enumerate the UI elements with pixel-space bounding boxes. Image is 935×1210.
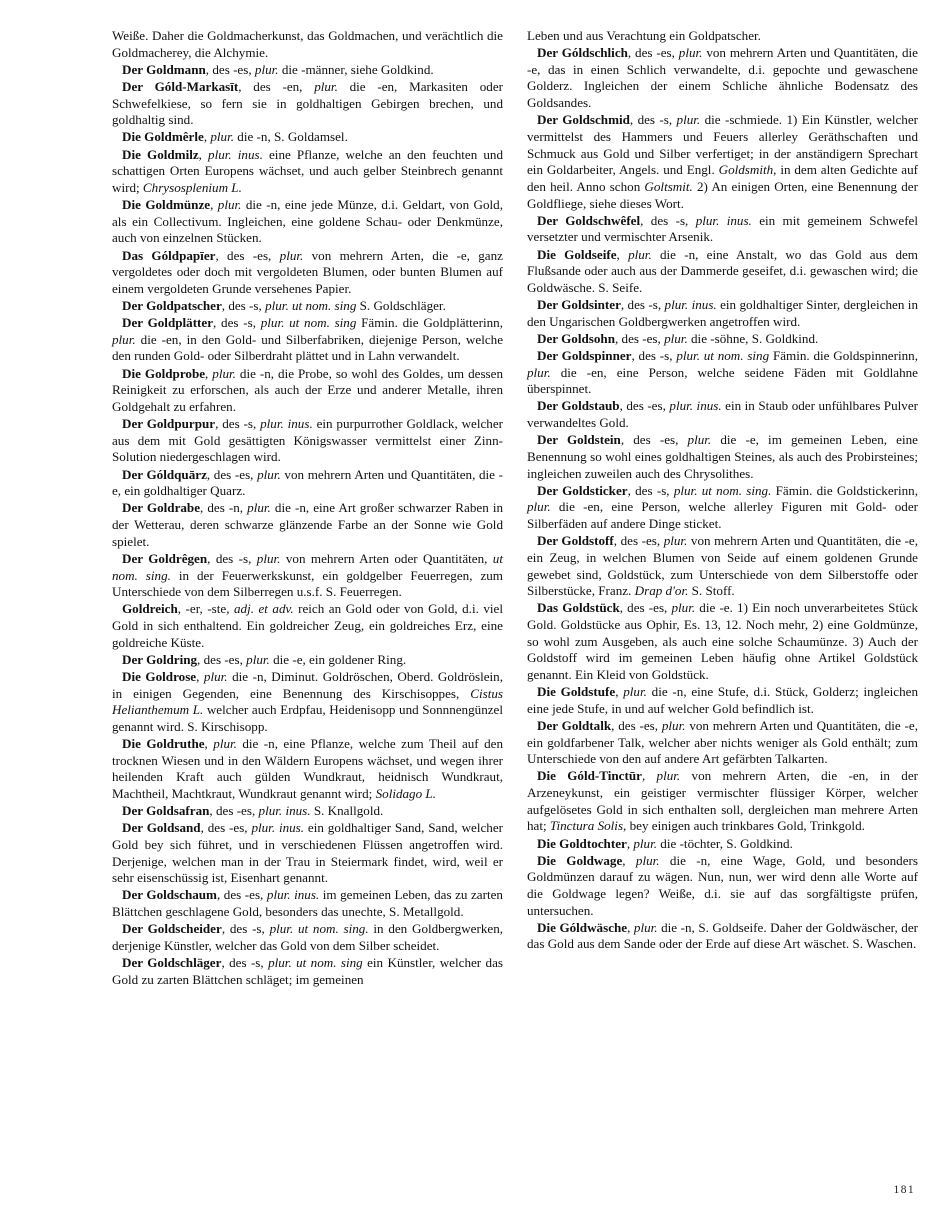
dictionary-entry: Die Goldmünze, plur. die -n, eine jede Münze, d.i. Geldart, von Gold, als ein Collectivum. Ingleichen, eine goldene Schau- oder Denkmünze, auch von einzelnen Stücken.	[112, 197, 503, 246]
dictionary-entry: Die Goldruthe, plur. die -n, eine Pflanze, welche zum Theil auf den trocknen Wiesen und in den Wäldern Europens wächset, und wegen ihrer heilenden Kraft auch gülden Wundkraut, heidnisch Wundkraut, Machtheil, Machtkraut, Wundkraut genannt wird; Solidago L.	[112, 736, 503, 802]
dictionary-entry: Der Goldplätter, des -s, plur. ut nom. sing Fämin. die Goldplätterinn, plur. die -en, in den Gold- und Silberfabriken, diejenige Person, welche den runden Gold- oder Silberdraht plättet und in Lahn verwandelt.	[112, 315, 503, 364]
dictionary-entry: Das Goldstück, des -es, plur. die -e. 1) Ein noch unverarbeitetes Stück Gold. Goldstücke aus Ophir, Es. 13, 12. Noch mehr, 2) eine Goldmünze, so wohl zum Ausgeben, als auch eine solche Schaumünze. 3) Auch der Goldstoff wird im gemeinen Leben häufig ohne Artikel Goldstück genannt. Ein Kleid von Goldstück.	[527, 600, 919, 682]
dictionary-entry: Der Goldschläger, des -s, plur. ut nom. sing ein Künstler, welcher das Gold zu zarten Blättchen schläget; im gemeinen	[112, 955, 504, 987]
dictionary-entry: Der Góld-Markasīt, des -en, plur. die -en, Markasiten oder Schwefelkiese, so fern sie in goldhaltigen Gebirgen brechen, und goldhaltig sind.	[112, 78, 503, 128]
dictionary-entry: Der Goldtalk, des -es, plur. von mehrern Arten und Quantitäten, die -e, ein goldfarbener Talk, welcher aber nichts weniger als Gold enthält; zum Unterschiede von den auf andere Art gefärbten Talkarten.	[527, 717, 918, 767]
dictionary-entry: Der Goldsand, des -es, plur. inus. ein goldhaltiger Sand, Sand, welcher Gold bey sich führet, und in verschiedenen Flüssen angetroffen wird. Derjenige, welchen man in der Trau in Steiermark findet, wird, weil er sehr eisenschüssig ist, Eisenhart genannt.	[112, 820, 503, 886]
dictionary-entry: Der Goldstein, des -es, plur. die -e, im gemeinen Leben, eine Benennung so wohl eines goldhaltigen Steines, als auch des Probirsteines; ingleichen zuweilen auch des Chrysolithes.	[527, 432, 918, 481]
dictionary-entry: Der Goldschaum, des -es, plur. inus. im gemeinen Leben, das zu zarten Blättchen geschlagene Gold, besonders das unechte, S. Metallgold.	[112, 887, 503, 920]
dictionary-entry: Der Goldsticker, des -s, plur. ut nom. sing. Fämin. die Goldstickerinn, plur. die -en, eine Person, welche allerley Figuren mit Gold- oder Silberfäden auf andere Dinge sticket.	[527, 482, 918, 532]
dictionary-entry: Die Goldstufe, plur. die -n, eine Stufe, d.i. Stück, Golderz; ingleichen eine jede Stufe, in und auf welcher Gold befindlich ist.	[527, 684, 918, 716]
left-column	[112, 28, 503, 989]
dictionary-entry: Die Góld-Tinctūr, plur. von mehrern Arten, die -en, in der Arzeneykunst, ein geistiger vermischter flüssiger Körper, welcher aufgelösetes Gold in sich enthalten soll, dergleichen man mehrere Arten hat; Tinctura Solis, bey einigen auch trinkbares Gold, Trinkgold.	[527, 768, 919, 834]
page-number: 181	[893, 1184, 915, 1196]
right-column	[527, 28, 918, 954]
dictionary-entry: Die Goldmêrle, plur. die -n, S. Goldamsel.	[122, 129, 348, 145]
dictionary-entry: Der Góldschlich, des -es, plur. von mehrern Arten und Quantitäten, die -e, das in einen Schlich verwandelte, d.i. gepochte und gewaschene Golderz. Ingleichen der einem Schliche ähnliche Bodensatz des Goldsandes.	[527, 45, 918, 111]
dictionary-entry: Die Góldwäsche, plur. die -n, S. Goldseife. Daher der Goldwäscher, der das Gold aus dem Sande oder der Erde auf diese Art wäschet. S. Waschen.	[527, 919, 918, 952]
dictionary-entry: Der Goldscheider, des -s, plur. ut nom. sing. in den Goldbergwerken, derjenige Künstler, welcher das Gold von dem Silber scheidet.	[112, 921, 504, 953]
entry-continuation: Leben und aus Verachtung ein Goldpatscher.	[527, 28, 761, 43]
dictionary-entry: Der Goldpatscher, des -s, plur. ut nom. sing S. Goldschläger.	[122, 298, 446, 313]
dictionary-entry: Das Góldpapīer, des -es, plur. von mehrern Arten, die -e, ganz vergoldetes oder doch mit vergoldeten Blumen, oder bunten Blumen auf einem vergoldeten Grunde versehenes Papier.	[112, 247, 503, 296]
dictionary-entry: Der Goldschmid, des -s, plur. die -schmiede. 1) Ein Künstler, welcher vermittelst des Hammers und Feuers allerley Geräthschaften und Schmuck aus Gold und Silber verfertiget; in der anständigern Sprechart ein Goldarbeiter, Angels. und Engl. Goldsmith, in dem alten Gedichte auf den heil. Anno schon Goltsmit. 2) An einigen Orten, eine Benennung der Goldfliege, siehe dieses Wort.	[527, 112, 918, 211]
dictionary-entry: Der Goldsohn, des -es, plur. die -söhne, S. Goldkind.	[537, 330, 819, 346]
dictionary-entry: Der Goldstoff, des -es, plur. von mehrern Arten und Quantitäten, die -e, ein Zeug, in welchen Blumen von Seide auf einem goldenen Grunde gewebet sind, Goldstück, zum Unterschiede von dem Silberstoffe oder Silberstücke, Franz. Drap d'or. S. Stoff.	[527, 533, 918, 599]
two-column-body	[20, 28, 919, 1168]
dictionary-entry: Der Góldquārz, des -es, plur. von mehrern Arten und Quantitäten, die -e, ein goldhaltiger Quarz.	[112, 466, 504, 499]
dictionary-entry: Goldreich, -er, -ste, adj. et adv. reich an Gold oder von Gold, d.i. viel Gold in sich enthaltend. Ein goldreicher Zeug, ein goldreiches Erz, eine goldreiche Küste.	[112, 601, 503, 650]
dictionary-entry: Der Goldschwêfel, des -s, plur. inus. ein mit gemeinem Schwefel versetzter und vermischter Arsenik.	[527, 212, 919, 245]
dictionary-entry: Die Goldmilz, plur. inus. eine Pflanze, welche an den feuchten und schattigen Orten Europens wächset, und auch gelber Steinbrech genannt wird; Chrysosplenium L.	[112, 146, 503, 195]
dictionary-entry: Der Goldsinter, des -s, plur. inus. ein goldhaltiger Sinter, dergleichen in den Ungarischen Goldbergwerken angetroffen wird.	[527, 297, 918, 329]
dictionary-entry: Der Goldring, des -es, plur. die -e, ein goldener Ring.	[122, 651, 407, 667]
dictionary-entry: Der Goldstaub, des -es, plur. inus. ein in Staub oder unfühlbares Pulver verwandeltes Gold.	[527, 398, 918, 431]
dictionary-entry: Die Goldprobe, plur. die -n, die Probe, so wohl des Goldes, um dessen Reinigkeit zu erforschen, als auch der Erze und anderer Metalle, ihren Goldgehalt zu erfahren.	[112, 365, 503, 414]
dictionary-entry: Der Goldrêgen, des -s, plur. von mehrern Arten oder Quantitäten, ut nom. sing. in der Feuerwerkskunst, ein goldgelber Feuerregen, zum Unterschiede von dem Silberregen u.s.f. S. Feuerregen.	[112, 550, 503, 600]
dictionary-entry: Der Goldmann, des -es, plur. die -männer, siehe Goldkind.	[122, 61, 434, 77]
dictionary-entry: Die Goldseife, plur. die -n, eine Anstalt, wo das Gold aus dem Flußsande oder auch aus der Dammerde geseifet, d.i. gewaschen wird; die Goldwäsche. S. Seife.	[527, 246, 918, 295]
dictionary-entry: Der Goldpurpur, des -s, plur. inus. ein purpurrother Goldlack, welcher aus dem mit Gold gesättigten Königswasser vermittelst einer Zinn-Solution niedergeschlagen wird.	[112, 416, 504, 465]
dictionary-entry: Die Goldwage, plur. die -n, eine Wage, Gold, und besonders Goldmünzen darauf zu wägen. Nun, nun, wer wird denn alle Worte auf die Goldwage legen? Weiße, d.i. sie auf das sorgfältigste prüfen, untersuchen.	[527, 852, 918, 918]
dictionary-entry: Die Goldrose, plur. die -n, Diminut. Goldröschen, Oberd. Goldröslein, in einigen Gegenden, eine Benennung des Kirschisoppes, Cistus Helianthemum L. welcher auch Erdpfau, Heidenisopp und Sonnnengünzel genannt wird. S. Kirschisopp.	[112, 668, 504, 734]
entry-continuation: Weiße. Daher die Goldmacherkunst, das Goldmachen, und verächtlich die Goldmacherey, die Alchymie.	[112, 28, 503, 60]
dictionary-entry: Die Goldtochter, plur. die -töchter, S. Goldkind.	[537, 835, 793, 851]
dictionary-entry: Der Goldrabe, des -n, plur. die -n, eine Art großer schwarzer Raben in der Wetterau, deren schwarze glänzende Farbe an der Sonne wie Gold spielet.	[112, 500, 504, 549]
dictionary-entry: Der Goldsafran, des -es, plur. inus. S. Knallgold.	[122, 803, 384, 819]
dictionary-entry: Der Goldspinner, des -s, plur. ut nom. sing Fämin. die Goldspinnerinn, plur. die -en, eine Person, welche seidene Fäden mit Goldlahne überspinnet.	[527, 347, 918, 397]
